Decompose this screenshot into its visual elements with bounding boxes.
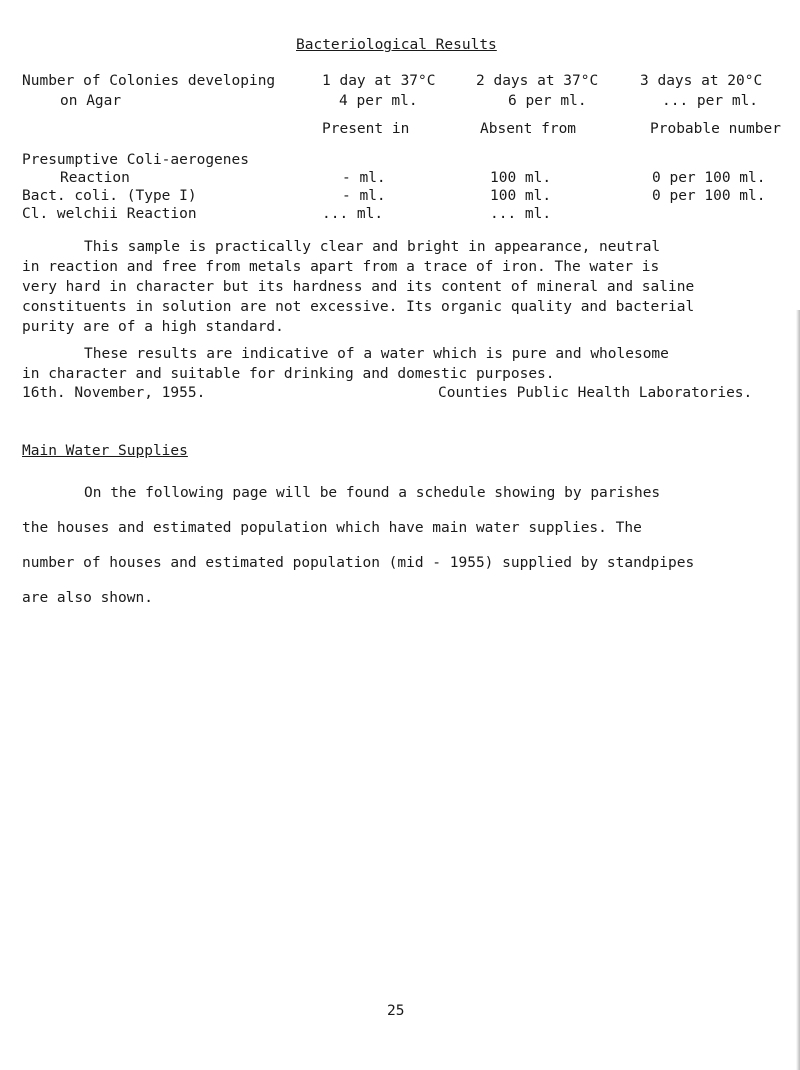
paragraph-line: are also shown. [22,590,153,606]
header-col0-line2: on Agar [60,93,122,109]
row-absent: 100 ml. [490,170,552,186]
header-col2-line2: 6 per ml. [508,93,587,109]
paragraph-line: On the following page will be found a schedule showing by parishes [84,485,661,501]
results-paragraph-1 [22,237,782,337]
paragraph-line: very hard in character but its hardness and its content of mineral and saline [22,279,695,295]
paragraph-line: in reaction and free from metals apart from a trace of iron. The water is [22,259,660,275]
results-signature: Counties Public Health Laboratories. [438,385,753,401]
row-present: - ml. [342,170,386,186]
results-title: Bacteriological Results [296,37,497,53]
subheader-absent: Absent from [480,121,577,137]
scan-edge-shadow [796,310,800,1070]
row-probable: 0 per 100 ml. [652,170,766,186]
paragraph-line: This sample is practically clear and bright in appearance, neutral [84,239,661,255]
paragraph-line: number of houses and estimated population (mid - 1955) supplied by standpipes [22,555,695,571]
row-label: Presumptive Coli-aerogenes [22,152,249,168]
row-absent: 100 ml. [490,188,552,204]
header-col3-line1: 3 days at 20°C [640,73,763,89]
header-col3-line2: ... per ml. [662,93,759,109]
header-col2-line1: 2 days at 37°C [476,73,599,89]
row-present: - ml. [342,188,386,204]
row-probable: 0 per 100 ml. [652,188,766,204]
paragraph-line: in character and suitable for drinking and domestic purposes. [22,366,555,382]
row-label-cont: Reaction [60,170,130,186]
subheader-probable: Probable number [650,121,781,137]
page-number: 25 [387,1003,405,1019]
row-label: Bact. coli. (Type I) [22,188,197,204]
row-label: Cl. welchii Reaction [22,206,197,222]
paragraph-line: the houses and estimated population which have main water supplies. The [22,520,642,536]
results-date: 16th. November, 1955. [22,385,206,401]
main-water-heading: Main Water Supplies [22,443,188,459]
header-col1-line1: 1 day at 37°C [322,73,436,89]
header-col0-line1: Number of Colonies developing [22,73,276,89]
subheader-present: Present in [322,121,410,137]
main-water-paragraph [22,476,782,616]
row-present: ... ml. [322,206,384,222]
paragraph-line: purity are of a high standard. [22,319,284,335]
paragraph-line: These results are indicative of a water which is pure and wholesome [84,346,669,362]
results-paragraph-2 [22,344,782,384]
row-absent: ... ml. [490,206,552,222]
header-col1-line2: 4 per ml. [339,93,418,109]
paragraph-line: constituents in solution are not excessive. Its organic quality and bacterial [22,299,695,315]
